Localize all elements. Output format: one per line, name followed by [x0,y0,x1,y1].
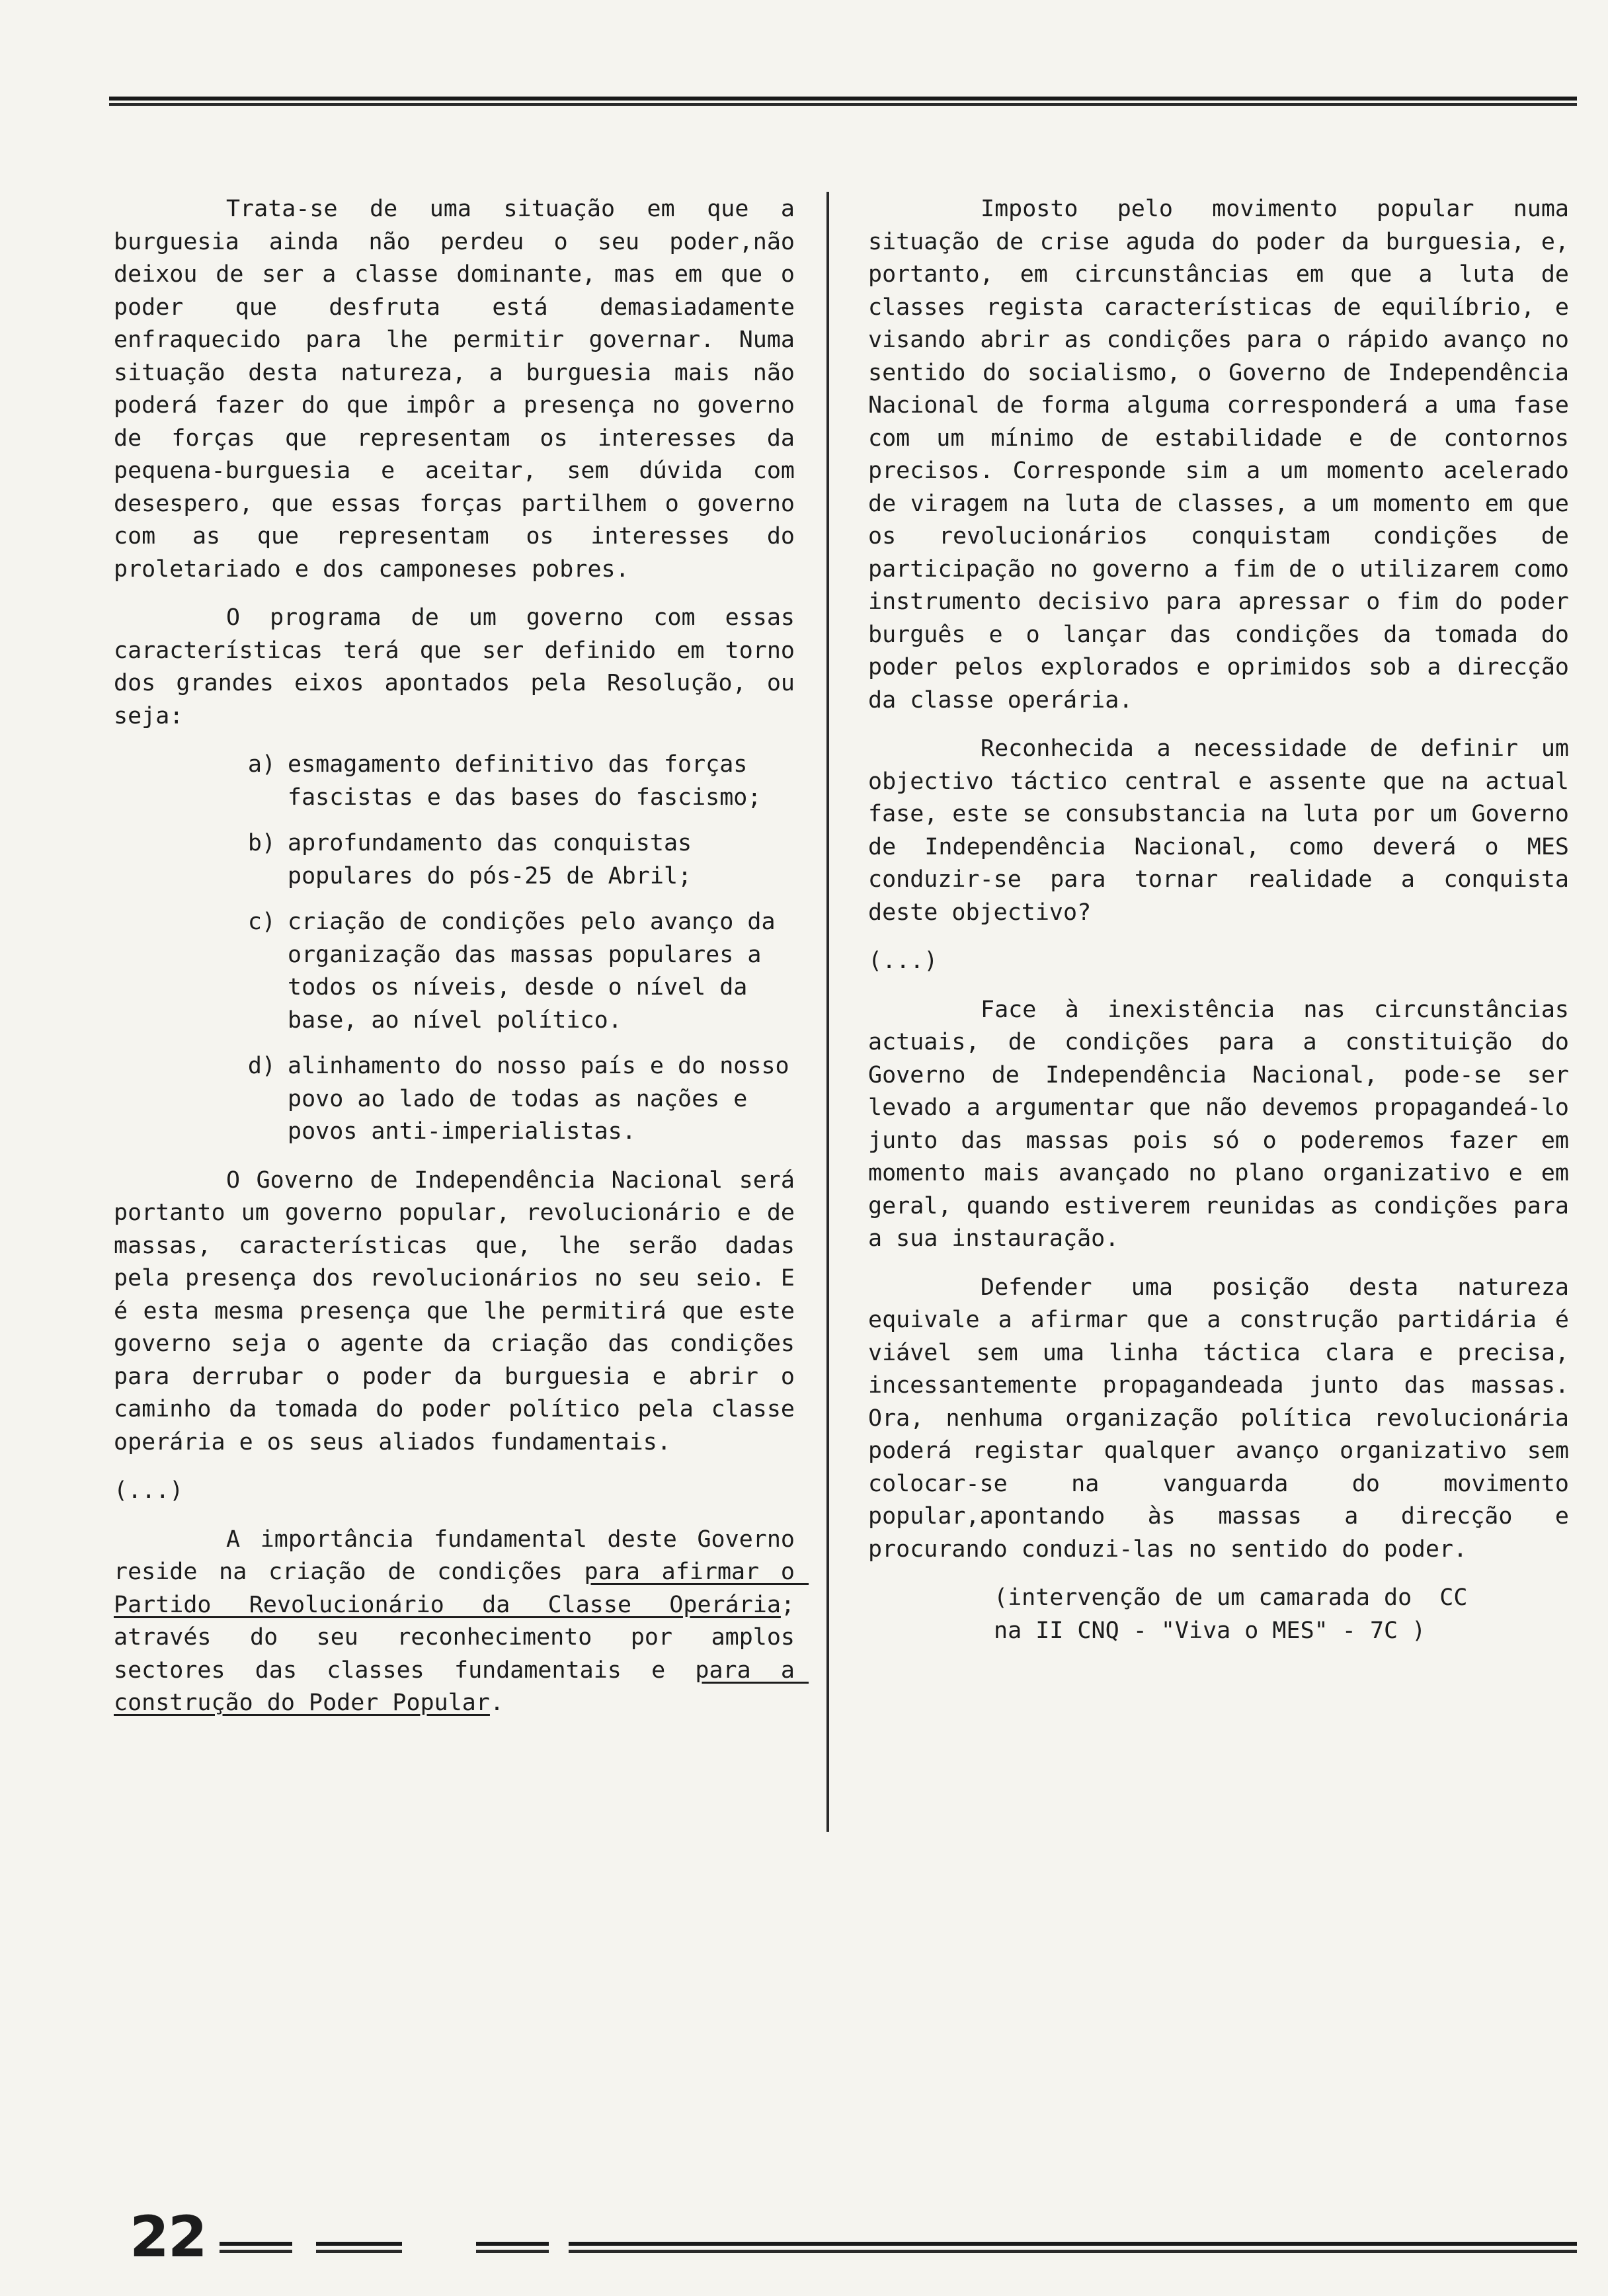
ellipsis: (...) [114,1477,184,1504]
paragraph [114,1524,809,1720]
text-run: . [489,1690,504,1716]
source-credit [868,1582,1569,1647]
list-item-label: b) [247,830,276,856]
paragraph: O programa de um governo com essas características terá que ser definido em torno dos grandes eixos apontados pela Resolução, ou seja: [114,604,809,729]
program-list [114,749,795,1149]
credit-line: (intervenção de um camarada do CC [994,1584,1468,1611]
paragraph: Imposto pelo movimento popular numa situação de crise aguda do poder da burguesia, e, portanto, em circunstâncias em que a luta de classes regista características de equilíbrio, e visando abrir as condições para o rápido avanço no sentido do socialismo, o Governo de Independência Nacional de forma alguma corresponderá a uma fase com um mínimo de estabilidade e de contornos precisos. Corresponde sim a um momento acelerado de viragem na luta de classes, a um momento em que os revolucionários conquistam condições de participação no governo a fim de o utilizarem como instrumento decisivo para apressar o fim do poder burguês e o lançar das condições da tomada do poder pelos explorados e oprimidos sob a direcção da classe operária. [868,196,1584,714]
underlined-text: para a construção do Poder Popular [114,1657,809,1716]
left-column [114,193,809,1736]
underlined-text: para afirmar o Partido Revolucionário da Classe Operária [114,1559,809,1618]
list-item-text: aprofundamento das conquistas populares do pós-25 de Abril; [288,830,692,889]
right-column [868,193,1584,1647]
text-run: ; através do seu reconhecimento por amplos sectores das classes fundamentais e [114,1591,809,1684]
bottom-rule-segment [220,2242,292,2256]
bottom-rule-segment [316,2242,402,2256]
list-item [114,906,795,1037]
credit-line: na II CNQ - "Viva o MES" - 7C ) [994,1617,1426,1644]
bottom-rule-segment [476,2242,549,2256]
top-rule [109,97,1577,107]
paragraph: Defender uma posição desta natureza equivale a afirmar que a construção partidária é viável sem uma linha táctica clara e precisa, incessantemente propagandeada junto das massas. Ora, nenhuma organização política revolucionária poderá registar qualquer avanço organizativo sem colocar-se na vanguarda do movimento popular,apontando às massas a direcção e procurando conduzi-las no sentido do poder. [868,1274,1584,1563]
paragraph: Trata-se de uma situação em que a burguesia ainda não perdeu o seu poder,não deixou de ser a classe dominante, mas em que o poder que desfruta está demasiadamente enfraquecido para lhe permitir governar. Numa situação desta natureza, a burguesia mais não poderá fazer do que impôr a presença no governo de forças que representam os interesses da pequena-burguesia e aceitar, sem dúvida com desespero, que essas forças partilhem o governo com as que representam os interesses do proletariado e dos camponeses pobres. [114,196,809,583]
list-item-label: c) [247,909,276,935]
paragraph: O Governo de Independência Nacional será portanto um governo popular, revolucionário e de massas, características que, lhe serão dadas pela presença dos revolucionários no seu seio. E é esta mesma presença que lhe permitirá que este governo seja o agente da criação das condições para derrubar o poder da burguesia e abrir o caminho da tomada do poder político pela classe operária e os seus aliados fundamentais. [114,1167,809,1456]
list-item-label: d) [247,1053,276,1079]
list-item-text: esmagamento definitivo das forças fascistas e das bases do fascismo; [288,751,762,811]
ellipsis: (...) [868,948,938,974]
list-item [114,1050,795,1149]
list-item [114,749,795,814]
list-item-label: a) [247,751,276,778]
text-run: A importância fundamental deste Governo reside na criação de condições [114,1526,809,1585]
page-number: 22 [130,2204,206,2270]
paragraph: Reconhecida a necessidade de definir um objectivo táctico central e assente que na actual fase, este se consubstancia na luta por um Governo de Independência Nacional, como deverá o MES conduzir-se para tornar realidade a conquista deste objectivo? [868,735,1584,926]
column-separator [826,192,829,1832]
list-item-text: criação de condições pelo avanço da organização das massas populares a todos os níveis, desde o nível da base, ao nível político. [288,909,776,1034]
list-item-text: alinhamento do nosso país e do nosso povo ao lado de todas as nações e povos anti-imperialistas. [288,1053,789,1145]
list-item [114,827,795,893]
paragraph: Face à inexistência nas circunstâncias actuais, de condições para a constituição do Governo de Independência Nacional, pode-se ser levado a argumentar que não devemos propagandeá-lo junto das massas pois só o poderemos fazer em momento mais avançado no plano organizativo e em geral, quando estiverem reunidas as condições para a sua instauração. [868,996,1584,1252]
bottom-rule [569,2242,1577,2256]
